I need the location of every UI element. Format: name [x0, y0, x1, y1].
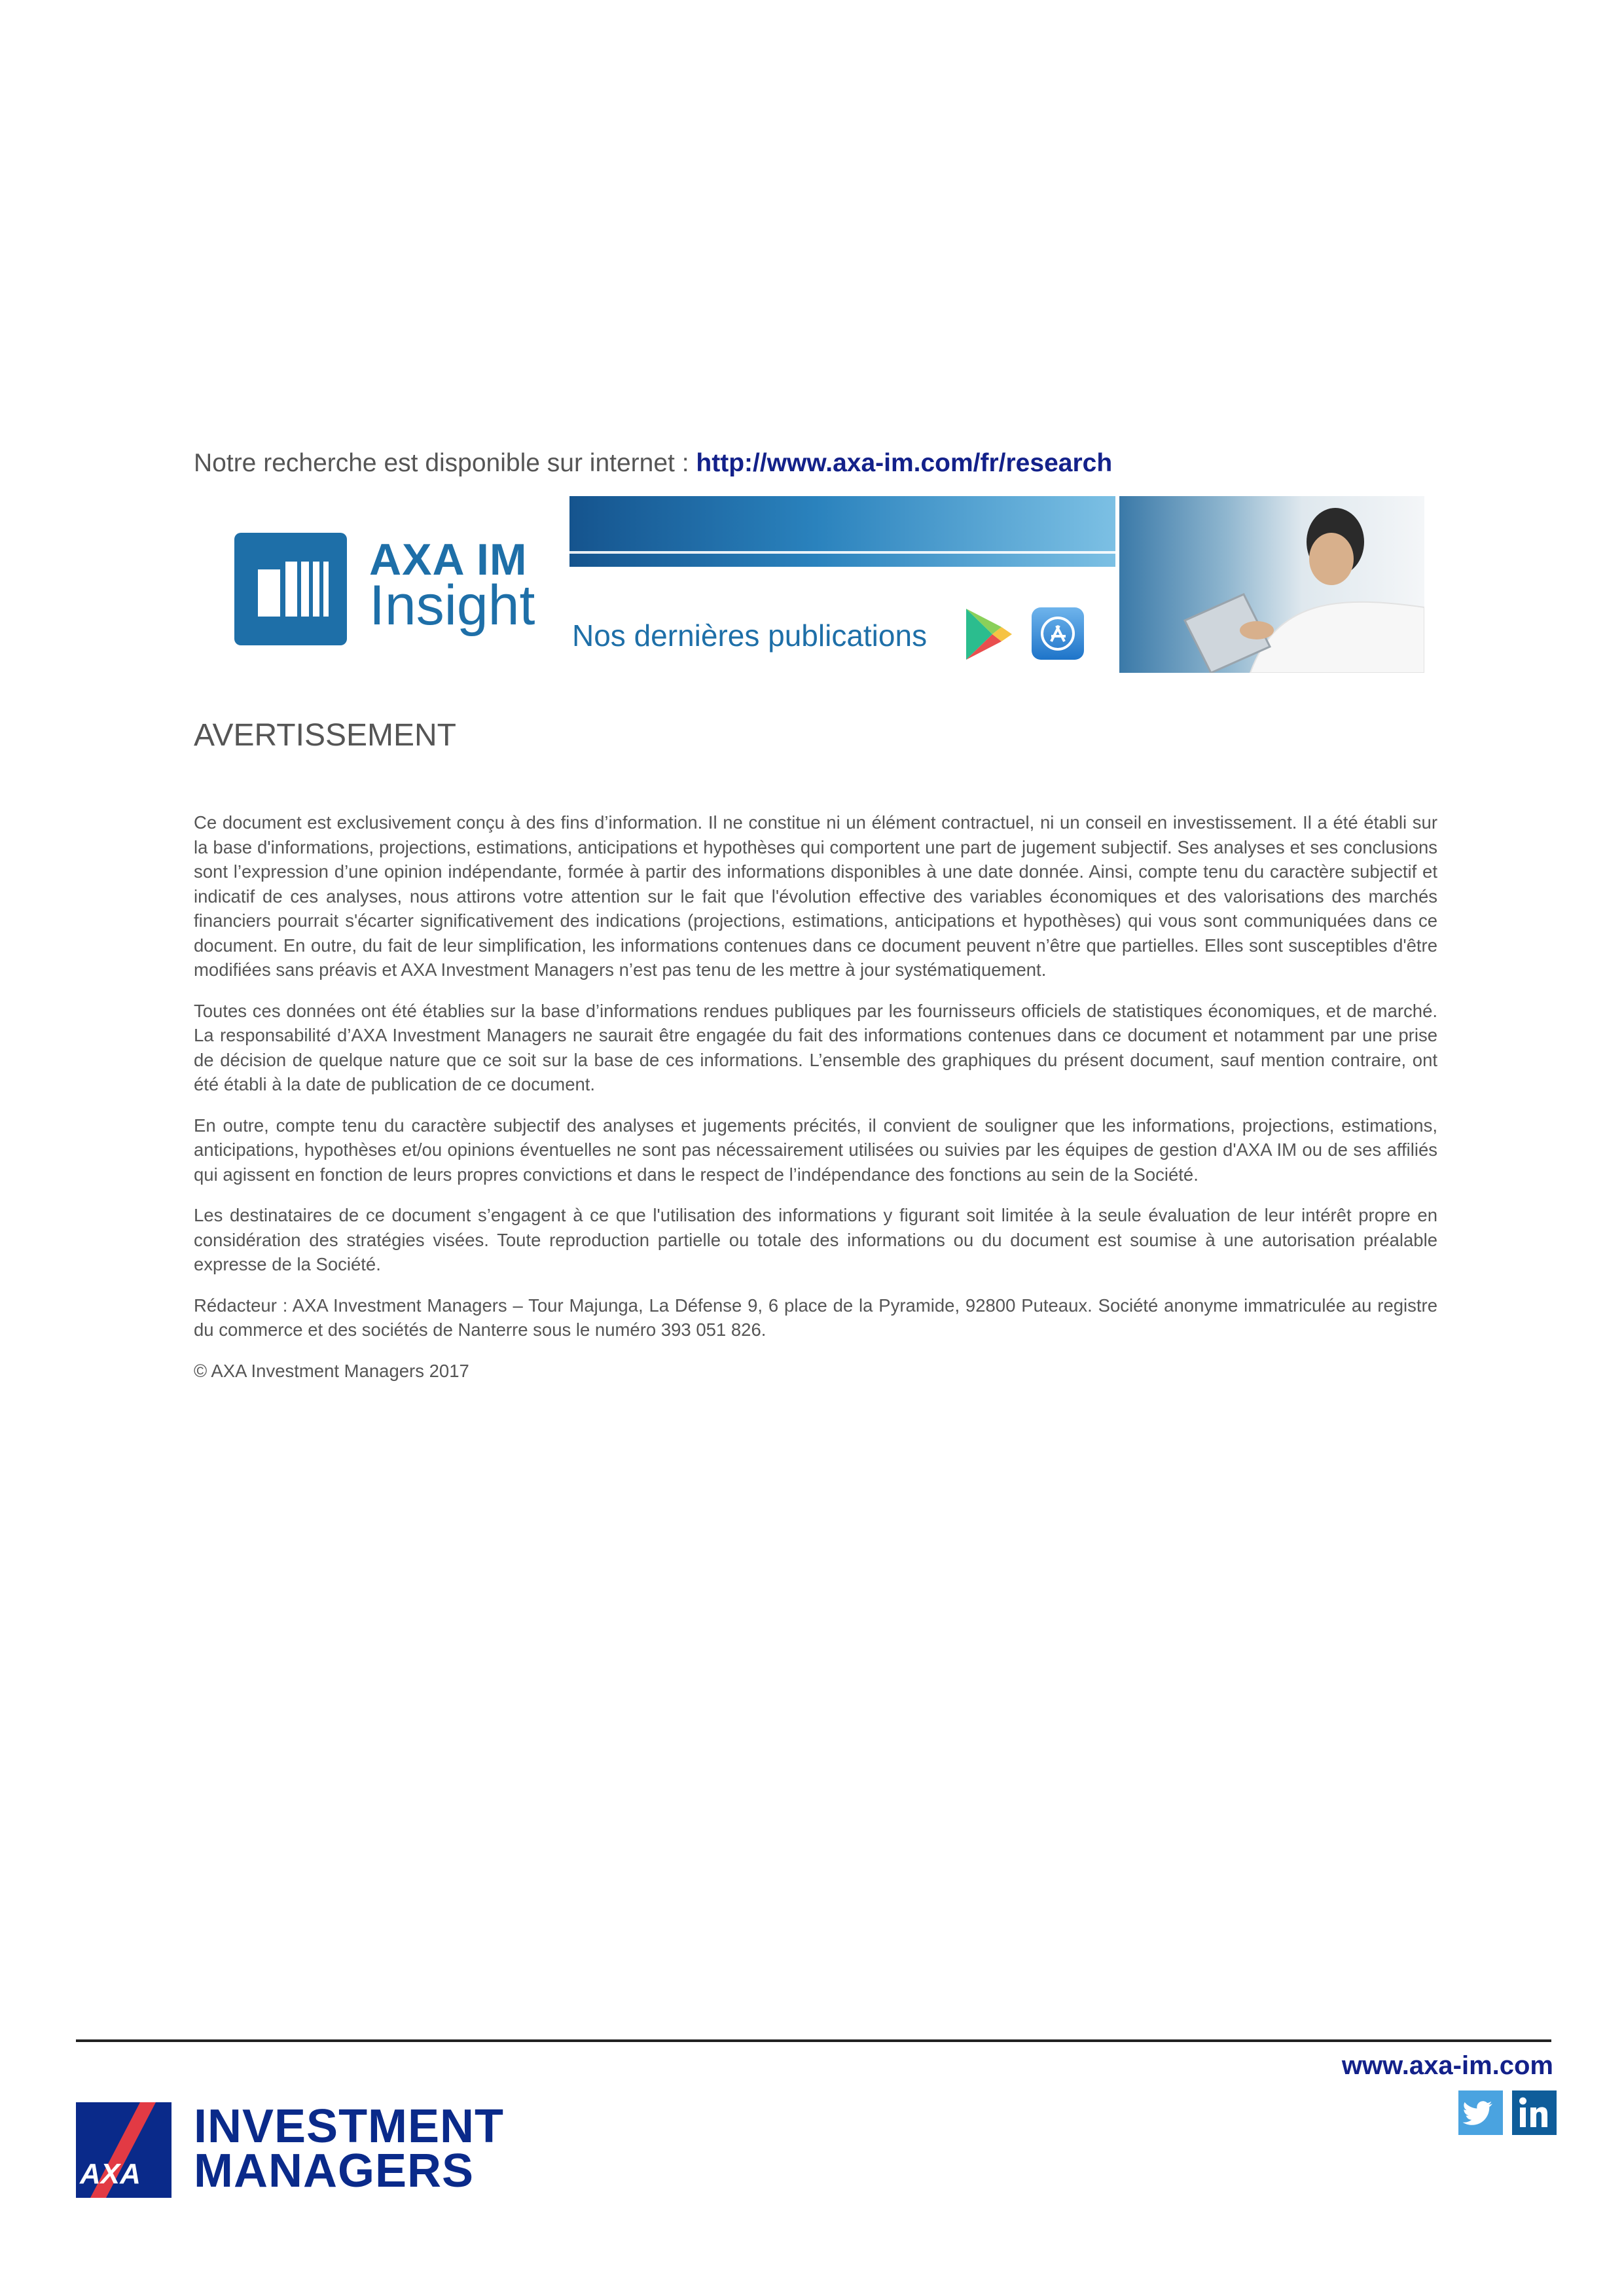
publications-label: Nos dernières publications [572, 619, 928, 653]
axa-logo-mark: AXA [80, 2158, 141, 2190]
linkedin-icon[interactable] [1512, 2090, 1557, 2135]
disclaimer-body [194, 810, 1437, 1399]
banner-divider-line [569, 551, 1172, 554]
wordmark-line-2: MANAGERS [194, 2145, 475, 2197]
person-with-tablet-photo [1119, 496, 1424, 673]
section-title: AVERTISSEMENT [194, 718, 456, 753]
twitter-icon[interactable] [1458, 2090, 1503, 2135]
disclaimer-paragraph: Ce document est exclusivement conçu à des fins d’information. Il ne constitue ni un élément contractuel, ni un conseil en investissement. Il a été établi sur la base d'informations, projections, estimations, anticipations et hypothèses qui comportent une part de jugement subjectif. Ses analyses et ses conclusions sont l’expression d’une opinion indépendante, formée à partir des informations disponibles à une date donnée. Ainsi, compte tenu du caractère subjectif et indicatif de ces analyses, nous attirons votre attention sur le fait que l'évolution effective des variables économiques et des valorisations des marchés financiers pourrait s'écarter significativement des indications (projections, estimations, anticipations et hypothèses) qui vous sont communiquées dans ce document. En outre, du fait de leur simplification, les informations contenues dans ce document peuvent n’être que partielles. Elles sont susceptibles d'être modifiées sans préavis et AXA Investment Managers n’est pas tenu de les mettre à jour systématiquement. [194, 812, 1437, 980]
axa-im-insight-banner[interactable] [194, 496, 1424, 673]
axa-im-wordmark [194, 2100, 505, 2197]
google-play-icon[interactable] [964, 607, 1015, 661]
banner-gradient-bar [569, 496, 1115, 567]
banner-brand-bottom: Insight [369, 574, 535, 637]
wordmark-line-1: INVESTMENT [194, 2100, 505, 2153]
disclaimer-paragraph: Les destinataires de ce document s’engagent à ce que l'utilisation des informations y figurant soit limitée à la seule évaluation de leur intérêt propre en considération des stratégies visées. Toute reproduction partielle ou totale des informations ou du document est soumise à une autorisation préalable expresse de la Société. [194, 1205, 1437, 1274]
research-url-link[interactable]: http://www.axa-im.com/fr/research [696, 449, 1113, 477]
website-link[interactable]: www.axa-im.com [1341, 2051, 1553, 2080]
footer-divider [76, 2039, 1551, 2042]
copyright: © AXA Investment Managers 2017 [194, 1360, 469, 1381]
banner-brand-top: AXA IM [369, 535, 528, 584]
disclaimer-paragraph: En outre, compte tenu du caractère subjectif des analyses et jugements précités, il convient de souligner que les informations, projections, estimations, anticipations, hypothèses et/ou opinions éventuelles ne sont pas nécessairement utilisées ou suivies par les équipes de gestion d'AXA IM ou de ses affiliés qui agissent en fonction de leurs propres convictions et dans le respect de l’indépendance des fonctions au sein de la Société. [194, 1115, 1437, 1185]
research-availability-line [194, 449, 1112, 478]
disclaimer-paragraph: Toutes ces données ont été établies sur la base d’informations rendues publiques par les fournisseurs officiels de statistiques économiques, et de marché. La responsabilité d’AXA Investment Managers ne saurait être engagée du fait des informations contenues dans ce document et notamment par une prise de décision de quelque nature que ce soit sur la base de ces informations. L’ensemble des graphiques du présent document, sauf mention contraire, ont été établi à la date de publication de ce document. [194, 1000, 1437, 1094]
research-prefix: Notre recherche est disponible sur internet : [194, 449, 696, 477]
app-store-icon[interactable] [1032, 607, 1084, 660]
disclaimer-paragraph: Rédacteur : AXA Investment Managers – Tour Majunga, La Défense 9, 6 place de la Pyramide, 92800 Puteaux. Société anonyme immatriculée au registre du commerce et des sociétés de Nanterre sous le numéro 393 051 826. [194, 1295, 1437, 1340]
building-logo-icon [234, 533, 347, 645]
axa-logo-icon [76, 2102, 171, 2198]
